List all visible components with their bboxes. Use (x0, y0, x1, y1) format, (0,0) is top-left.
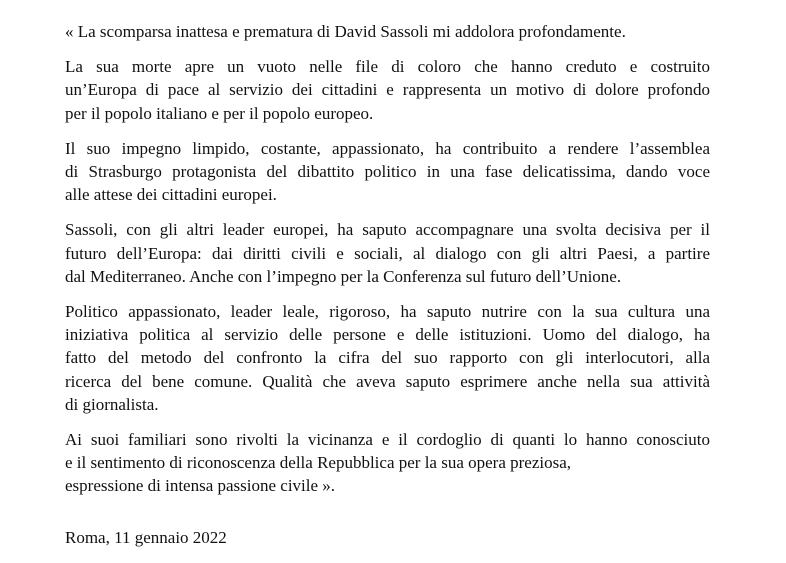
paragraph-politician (65, 300, 710, 416)
paragraph-line: alle attese dei cittadini europei. (65, 185, 277, 205)
paragraph-line: ricerca del bene comune. Qualità che aveva saputo esprimere anche nella sua attività (65, 371, 710, 391)
paragraph-line: dal Mediterraneo. Anche con l’impegno per la Conferenza sul futuro dell’Unione. (65, 266, 622, 286)
paragraph-line: futuro dell’Europa: dai diritti civili e sociali, al dialogo con gli altri Paesi, a partire (65, 243, 710, 263)
paragraph-line: e il sentimento di riconoscenza della Repubblica per la sua opera preziosa, (65, 453, 572, 473)
paragraph-european-leaders (65, 218, 710, 288)
paragraph-void-in-europe (65, 55, 710, 125)
paragraph-line: fatto del metodo del confronto la cifra del suo rapporto con gli interlocutori, alla (65, 348, 710, 368)
paragraph-line: espressione di intensa passione civile ». (65, 476, 336, 496)
paragraph-line: Ai suoi familiari sono rivolti la vicinanza e il cordoglio di quanti lo hanno conosciuto (65, 430, 710, 450)
paragraph-commitment (65, 137, 710, 207)
paragraph-line: iniziativa politica al servizio delle persone e delle istituzioni. Uomo del dialogo, ha (65, 325, 710, 345)
paragraph-line: di Strasburgo protagonista del dibattito politico in una fase delicatissima, dando voce (65, 162, 710, 182)
paragraph-line: di giornalista. (65, 394, 159, 414)
place-date: Roma, 11 gennaio 2022 (65, 528, 227, 547)
statement-body (65, 20, 710, 510)
paragraph-line: La sua morte apre un vuoto nelle file di coloro che hanno creduto e costruito (65, 57, 710, 77)
paragraph-line: per il popolo italiano e per il popolo europeo. (65, 103, 374, 123)
paragraph-opening (65, 20, 710, 43)
paragraph-line: un’Europa di pace al servizio dei cittadini e rappresenta un motivo di dolore profondo (65, 80, 710, 100)
paragraph-line: Politico appassionato, leader leale, rigoroso, ha saputo nutrire con la sua cultura una (65, 302, 710, 322)
paragraph-line: Sassoli, con gli altri leader europei, ha saputo accompagnare una svolta decisiva per il (65, 220, 710, 240)
paragraph-line: Il suo impegno limpido, costante, appassionato, ha contribuito a rendere l’assemblea (65, 138, 710, 158)
paragraph-line: « La scomparsa inattesa e prematura di David Sassoli mi addolora profondamente. (65, 22, 626, 41)
paragraph-condolences (65, 428, 710, 498)
